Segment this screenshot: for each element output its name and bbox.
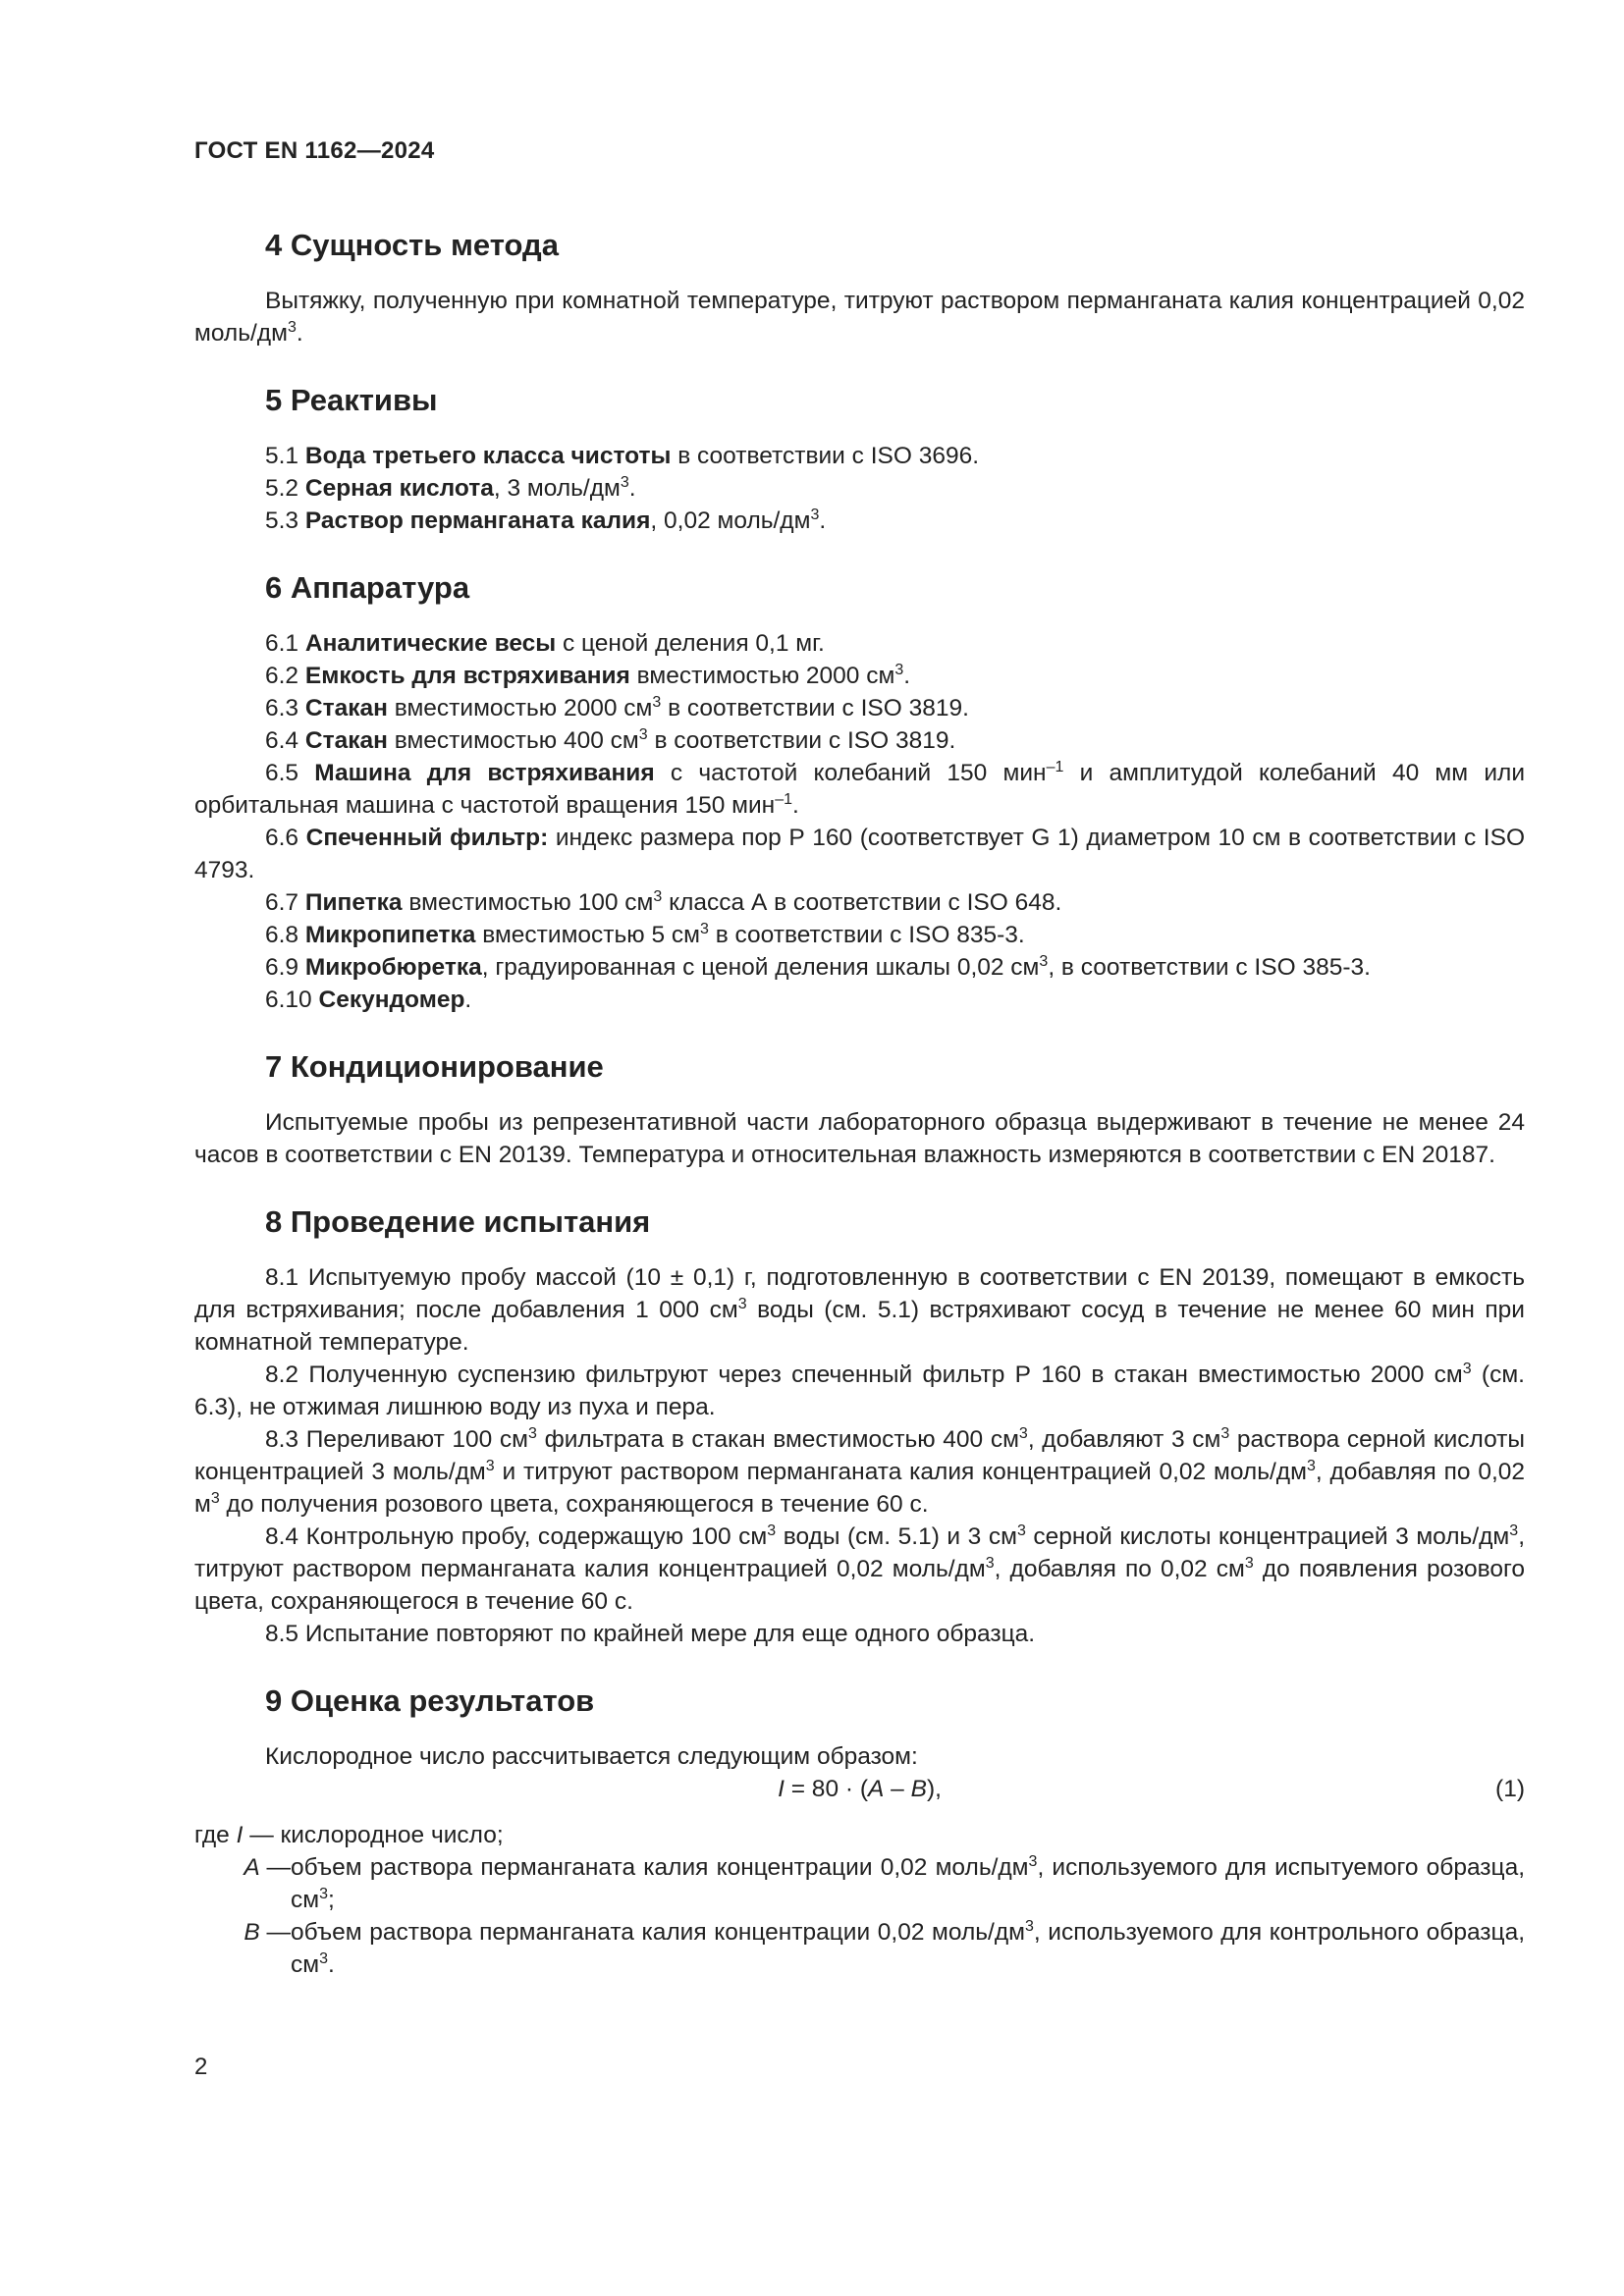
- formula-expression: I = 80 · (A – B),: [778, 1776, 942, 1802]
- section-8-items: [194, 1261, 1525, 1650]
- item-6-6: 6.6 Спеченный фильтр: индекс размера пор Р 160 (соответствует G 1) диаметром 10 см в соответствии с ISO 4793.: [194, 825, 1525, 883]
- item-6-2: 6.2 Емкость для встряхивания вместимостью 2000 $см^3$.: [265, 662, 911, 689]
- section-9-title: 9 Оценка результатов: [265, 1683, 595, 1718]
- item-6-5: 6.5 Машина для встряхивания с частотой колебаний 150 мин$^{-1}$ и амплитудой колебаний 40 мм или орбитальная машина с частотой вращения 150 мин$^{-1}$.: [194, 759, 1526, 819]
- section-5-items: [194, 440, 1525, 537]
- item-8-4: 8.4 Контрольную пробу, содержащую 100 $см^3$ воды (см. 5.1) и 3 $см^3$ серной кислоты концентрацией 3 моль/$дм^3$, титруют раствором перманганата калия концентрацией 0,02 моль/$дм^3$, добавляя по 0,02 $см^3$ до появления розового цвета, сохраняющегося в течение 60 с.: [194, 1522, 1525, 1615]
- formula-number: (1): [1495, 1776, 1525, 1802]
- item-6-3: 6.3 Стакан вместимостью 2000 $см^3$ в соответствии с ISO 3819.: [265, 694, 969, 721]
- section-6-items: [194, 627, 1525, 1016]
- item-6-7: 6.7 Пипетка вместимостью 100 $см^3$ класса А в соответствии с ISO 648.: [265, 888, 1062, 916]
- formula-1: [194, 1773, 1525, 1805]
- section-6-title: 6 Аппаратура: [265, 570, 470, 605]
- item-5-3: 5.3 Раствор перманганата калия, 0,02 моль/$дм^3$.: [265, 507, 827, 534]
- item-8-1: 8.1 Испытуемую пробу массой (10 ± 0,1) г, подготовленную в соответствии с EN 20139, помещают в емкость для встряхивания; после добавления 1 000 $см^3$ воды (см. 5.1) встряхивают сосуд в течение не менее 60 мин при комнатной температуре.: [194, 1264, 1525, 1356]
- document-header: ГОСТ EN 1162—2024: [194, 137, 435, 164]
- item-8-2: 8.2 Полученную суспензию фильтруют через спеченный фильтр Р 160 в стакан вместимостью 2000 $см^3$ (см. 6.3), не отжимая лишнюю воду из пуха и пера.: [194, 1361, 1525, 1420]
- section-4-title: 4 Сущность метода: [265, 228, 559, 262]
- page-number: 2: [194, 2054, 208, 2080]
- item-6-8: 6.8 Микропипетка вместимостью 5 $см^3$ в соответствии с ISO 835-3.: [265, 921, 1025, 948]
- item-8-5: 8.5 Испытание повторяют по крайней мере для еще одного образца.: [265, 1621, 1036, 1647]
- document-page: [194, 137, 1525, 1981]
- section-4-text: Вытяжку, полученную при комнатной температуре, титруют раствором перманганата калия концентрацией 0,02 моль/$дм^3$.: [194, 288, 1525, 347]
- item-6-9: 6.9 Микробюретка, градуированная с ценой деления шкалы 0,02 $см^3$, в соответствии с ISO 385-3.: [265, 953, 1371, 981]
- formula-legend: [194, 1819, 1525, 1981]
- legend-item-i: где I — кислородное число;: [194, 1822, 504, 1848]
- legend-item-a: A — объем раствора перманганата калия концентрации 0,02 моль/$дм^3$, используемого для испытуемого образца, $см^3$;: [244, 1853, 1525, 1913]
- item-6-10: 6.10 Секундомер.: [265, 987, 472, 1013]
- legend-item-b: B — объем раствора перманганата калия концентрации 0,02 моль/$дм^3$, используемого для контрольного образца, $см^3$.: [244, 1918, 1526, 1978]
- item-5-2: 5.2 Серная кислота, 3 моль/$дм^3$.: [265, 474, 636, 502]
- section-7-title: 7 Кондиционирование: [265, 1049, 604, 1084]
- item-8-3: 8.3 Переливают 100 $см^3$ фильтрата в стакан вместимостью 400 $см^3$, добавляют 3 $см^3$ раствора серной кислоты концентрацией 3 моль/$дм^3$ и титруют раствором перманганата калия концентрацией 0,02 моль/$дм^3$, добавляя по 0,02 $м^3$ до получения розового цвета, сохраняющегося в течение 60 с.: [194, 1425, 1525, 1518]
- section-9-intro: Кислородное число рассчитывается следующим образом:: [265, 1743, 918, 1770]
- item-5-1: 5.1 Вода третьего класса чистоты в соответствии с ISO 3696.: [265, 443, 980, 469]
- section-8-title: 8 Проведение испытания: [265, 1204, 651, 1239]
- section-7-text: Испытуемые пробы из репрезентативной части лабораторного образца выдерживают в течение не менее 24 часов в соответствии с EN 20139. Температура и относительная влажность измеряются в соответствии с EN 20187.: [194, 1109, 1525, 1168]
- section-5-title: 5 Реактивы: [265, 383, 438, 417]
- item-6-1: 6.1 Аналитические весы с ценой деления 0,1 мг.: [265, 630, 825, 657]
- item-6-4: 6.4 Стакан вместимостью 400 $см^3$ в соответствии с ISO 3819.: [265, 726, 956, 754]
